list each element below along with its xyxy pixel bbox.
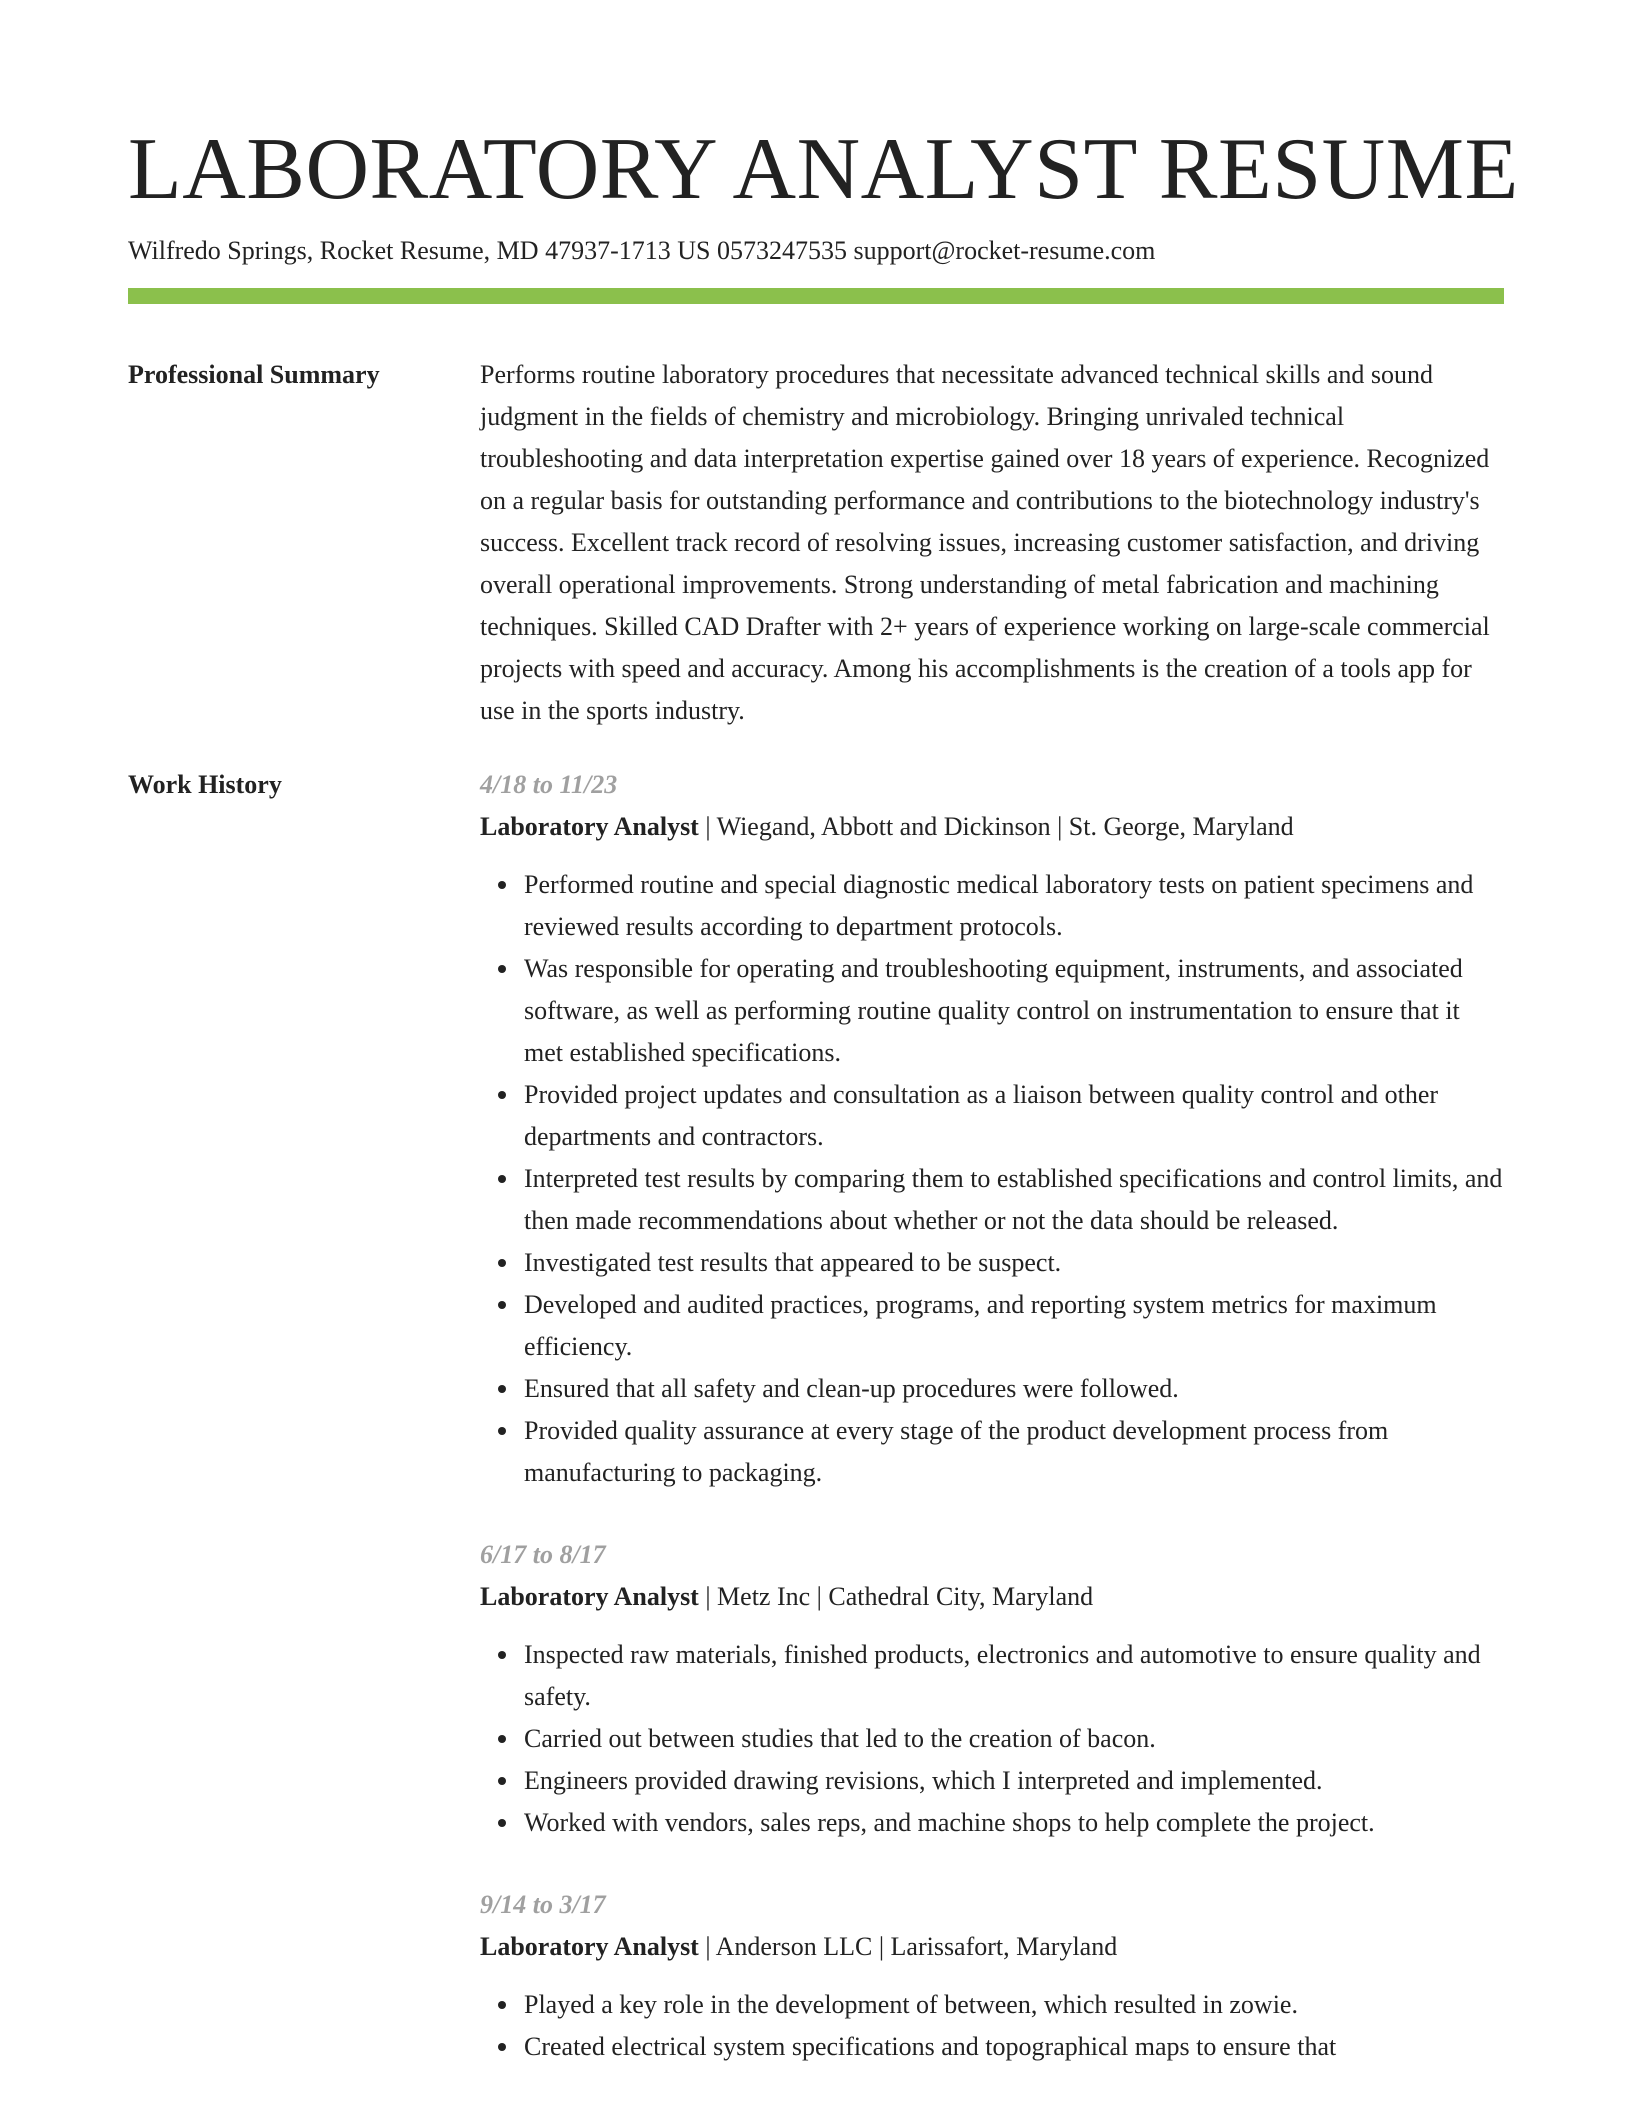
header-divider xyxy=(128,288,1504,304)
list-item: Interpreted test results by comparing them to established specifications and control limits, and then made recommendations about whether or not the data should be released. xyxy=(524,1158,1504,1242)
job-dates: 6/17 to 8/17 xyxy=(480,1540,606,1569)
section-label: Work History xyxy=(128,770,282,799)
section-label: Professional Summary xyxy=(128,360,380,389)
job-title: Laboratory Analyst xyxy=(480,1932,699,1961)
summary-text: Performs routine laboratory procedures that necessitate advanced technical skills and sound judgment in the fields of chemistry and microbiology. Bringing unrivaled technical troubleshooting and data interpretation expertise gained over 18 years of experience. Recognized on a regular basis for outstanding performance and contributions to the biotechnology industry's success. Excellent track record of resolving issues, increasing customer satisfaction, and driving overall operational improvements. Strong understanding of metal fabrication and machining techniques. Skilled CAD Drafter with 2+ years of experience working on large-scale commercial projects with speed and accuracy. Among his accomplishments is the creation of a tools app for use in the sports industry. xyxy=(480,360,1490,725)
resume-title: LABORATORY ANALYST RESUME xyxy=(128,121,1519,218)
list-item: Performed routine and special diagnostic medical laboratory tests on patient specimens and reviewed results according to department protocols. xyxy=(524,864,1504,948)
job-title: Laboratory Analyst xyxy=(480,812,699,841)
professional-summary-section xyxy=(128,354,1504,732)
job-heading xyxy=(480,806,1504,848)
job-details: | Metz Inc | Cathedral City, Maryland xyxy=(698,1582,1094,1611)
list-item: Created electrical system specifications and topographical maps to ensure that xyxy=(524,2026,1504,2068)
work-history-section xyxy=(128,764,1504,2068)
list-item: Inspected raw materials, finished products, electronics and automotive to ensure quality and safety. xyxy=(524,1634,1504,1718)
job-entry xyxy=(480,764,1504,1494)
job-dates: 9/14 to 3/17 xyxy=(480,1890,606,1919)
job-title: Laboratory Analyst xyxy=(480,1582,699,1611)
list-item: Provided quality assurance at every stage of the product development process from manufacturing to packaging. xyxy=(524,1410,1504,1494)
job-entry xyxy=(480,1884,1504,2068)
list-item: Investigated test results that appeared to be suspect. xyxy=(524,1242,1504,1284)
job-heading xyxy=(480,1576,1504,1618)
job-heading xyxy=(480,1926,1504,1968)
resume-page xyxy=(128,118,1519,2068)
list-item: Played a key role in the development of between, which resulted in zowie. xyxy=(524,1984,1504,2026)
list-item: Was responsible for operating and troubleshooting equipment, instruments, and associated software, as well as performing routine quality control on instrumentation to ensure that it met established specifications. xyxy=(524,948,1504,1074)
job-bullets xyxy=(480,864,1504,1494)
contact-line: Wilfredo Springs, Rocket Resume, MD 47937-1713 US 0573247535 support@rocket-resume.com xyxy=(128,236,1156,265)
list-item: Worked with vendors, sales reps, and machine shops to help complete the project. xyxy=(524,1802,1504,1844)
jobs-list xyxy=(480,764,1504,2068)
list-item: Engineers provided drawing revisions, which I interpreted and implemented. xyxy=(524,1760,1504,1802)
list-item: Carried out between studies that led to the creation of bacon. xyxy=(524,1718,1504,1760)
list-item: Developed and audited practices, programs, and reporting system metrics for maximum efficiency. xyxy=(524,1284,1504,1368)
job-bullets xyxy=(480,1984,1504,2068)
job-bullets xyxy=(480,1634,1504,1844)
list-item: Ensured that all safety and clean-up procedures were followed. xyxy=(524,1368,1504,1410)
job-details: | Anderson LLC | Larissafort, Maryland xyxy=(698,1932,1118,1961)
job-entry xyxy=(480,1534,1504,1844)
job-dates: 4/18 to 11/23 xyxy=(480,770,618,799)
job-details: | Wiegand, Abbott and Dickinson | St. George, Maryland xyxy=(698,812,1294,841)
list-item: Provided project updates and consultation as a liaison between quality control and other departments and contractors. xyxy=(524,1074,1504,1158)
